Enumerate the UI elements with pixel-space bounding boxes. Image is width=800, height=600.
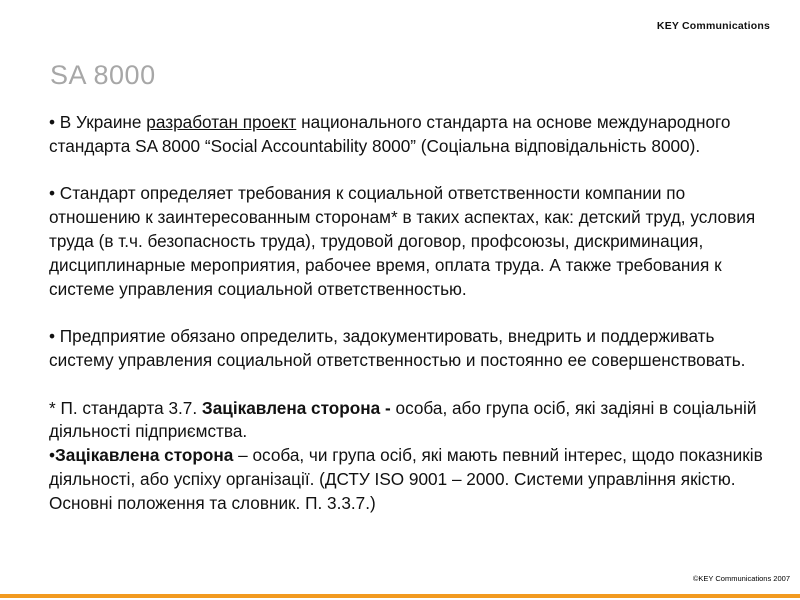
- underlined-text: разработан проект: [146, 112, 297, 132]
- bullet: •: [49, 326, 56, 347]
- bold-term: Зацікавлена сторона: [55, 445, 234, 466]
- slide-body: [49, 111, 774, 516]
- paragraph-draft-standard: [49, 111, 774, 159]
- paragraph-text: особа, або група осіб, які задіяні в соціальній діяльності підприємства.: [49, 397, 757, 442]
- paragraph-text: В Украине: [55, 112, 147, 132]
- paragraph-footnote: [49, 397, 774, 445]
- paragraph-obligations: [49, 325, 774, 373]
- paragraph-requirements: [49, 182, 774, 301]
- paragraph-text: национального стандарта на основе международного стандарта SA 8000 “Social Accountability 8000” (Соціальна відповідальність 8000).: [49, 112, 731, 156]
- paragraph-text: Предприятие обязано определить, задокументировать, внедрить и поддерживать систему управления социальной ответственностью и постоянно ее совершенствовать.: [49, 326, 746, 370]
- bold-term: Зацікавлена сторона -: [201, 397, 391, 418]
- paragraph-definition: [49, 444, 774, 515]
- paragraph-text: * П. стандарта 3.7.: [49, 397, 202, 418]
- paragraph-text: – особа, чи група осіб, які мають певний інтерес, щодо показників діяльності, або успіху організації. (ДСТУ ISO 9001 – 2000. Системи управління якістю. Основні положення та словник. П. 3.3.7.): [49, 445, 763, 513]
- footer-copyright: ©KEY Communications 2007: [692, 574, 790, 583]
- slide-title: SA 8000: [50, 60, 156, 90]
- brand-logo: KEY Communications: [656, 20, 770, 32]
- bullet: •: [49, 445, 56, 466]
- footer-accent-line: [0, 594, 800, 598]
- bullet: •: [49, 112, 56, 132]
- bullet: •: [49, 183, 56, 204]
- paragraph-text: Стандарт определяет требования к социальной ответственности компании по отношению к заинтересованным сторонам* в таких аспектах, как: детский труд, условия труда (в т.ч. безопасность труда), трудовой договор, профсоюзы, дискриминация, дисциплинарные мероприятия, рабочее время, оплата труда. А также требования к системе управления социальной ответственностью.: [49, 183, 756, 299]
